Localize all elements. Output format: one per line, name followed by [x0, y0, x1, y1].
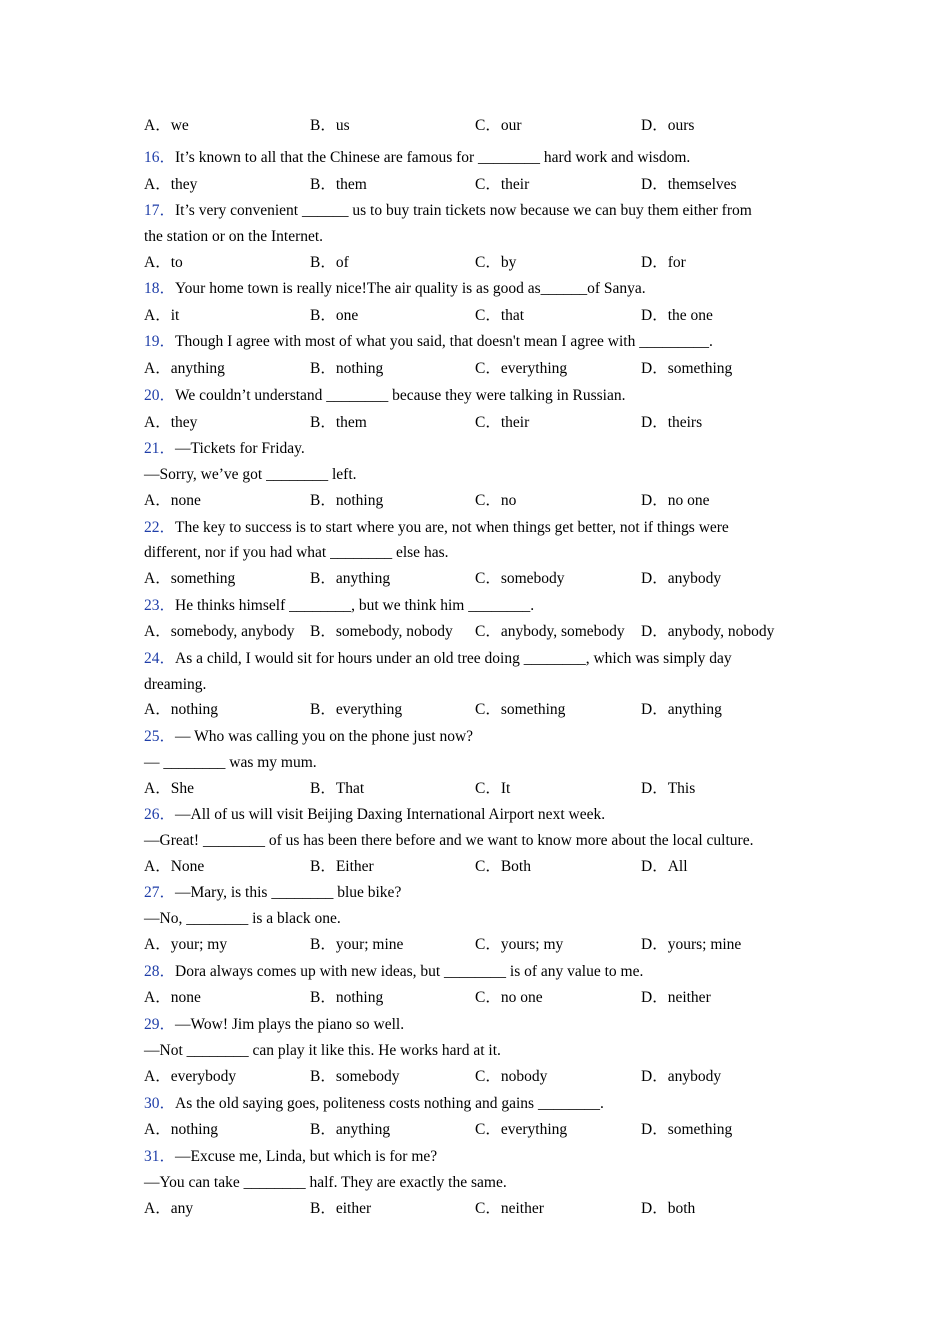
question-number: 31． — [144, 1148, 176, 1165]
option-b: B．Either — [310, 858, 374, 875]
option-d: D．something — [641, 360, 733, 377]
question-29-options — [144, 1064, 814, 1090]
option-c: C．their — [475, 414, 530, 431]
option-a: A．to — [144, 254, 183, 271]
option-c: C．by — [475, 254, 517, 271]
option-b: B．anything — [310, 1121, 391, 1138]
question-text-cont: dreaming. — [144, 676, 207, 693]
question-20-stem — [144, 383, 814, 409]
question-23-options — [144, 619, 814, 645]
question-text: It’s known to all that the Chinese are famous for ________ hard work and wisdom. — [175, 149, 691, 166]
question-29-stem — [144, 1012, 814, 1038]
question-31-options — [144, 1196, 814, 1222]
lead-options-row — [144, 113, 814, 139]
question-31-stem-cont — [144, 1170, 814, 1196]
option-a: A．everybody — [144, 1068, 237, 1085]
question-17-stem-cont — [144, 224, 814, 250]
question-22-stem-cont — [144, 540, 814, 566]
question-text: — Who was calling you on the phone just now? — [175, 728, 474, 745]
question-number: 23． — [144, 597, 176, 614]
question-number: 26． — [144, 806, 176, 823]
option-b: B．them — [310, 414, 367, 431]
option-b: B．them — [310, 176, 367, 193]
question-text: He thinks himself ________, but we think him ________. — [175, 597, 535, 614]
question-22-stem — [144, 515, 814, 541]
question-26-stem — [144, 802, 814, 828]
question-21-stem-cont — [144, 462, 814, 488]
question-18-stem — [144, 276, 814, 302]
question-text: —Excuse me, Linda, but which is for me? — [175, 1148, 438, 1165]
option-c: C．everything — [475, 1121, 568, 1138]
question-19-options — [144, 356, 814, 382]
option-c: C．that — [475, 307, 525, 324]
question-25-stem-cont — [144, 750, 814, 776]
question-text: Though I agree with most of what you said, that doesn't mean I agree with _________. — [175, 333, 713, 350]
question-number: 20． — [144, 387, 176, 404]
option-b: B．everything — [310, 701, 403, 718]
option-c: C．no one — [475, 989, 543, 1006]
option-d: D．ours — [641, 117, 695, 134]
question-28-options — [144, 985, 814, 1011]
question-number: 22． — [144, 519, 176, 536]
question-number: 28． — [144, 963, 176, 980]
option-c: C．no — [475, 492, 517, 509]
question-text-cont: —You can take ________ half. They are exactly the same. — [144, 1174, 507, 1191]
option-a: A．none — [144, 492, 201, 509]
question-text: As the old saying goes, politeness costs nothing and gains ________. — [175, 1095, 604, 1112]
option-c: C．neither — [475, 1200, 544, 1217]
option-b: B．either — [310, 1200, 372, 1217]
question-number: 29． — [144, 1016, 176, 1033]
question-17-options — [144, 250, 814, 276]
option-a: A．nothing — [144, 701, 219, 718]
option-b: B．your; mine — [310, 936, 404, 953]
question-text-cont: —Sorry, we’ve got ________ left. — [144, 466, 357, 483]
option-d: D．This — [641, 780, 696, 797]
question-number: 30． — [144, 1095, 176, 1112]
option-a: A．none — [144, 989, 201, 1006]
question-21-options — [144, 488, 814, 514]
option-b: B．somebody, nobody — [310, 623, 453, 640]
option-a: A．your; my — [144, 936, 228, 953]
question-text: —Wow! Jim plays the piano so well. — [175, 1016, 405, 1033]
question-text: It’s very convenient ______ us to buy train tickets now because we can buy them either from — [175, 202, 752, 219]
option-a: A．somebody, anybody — [144, 623, 295, 640]
option-c: C．yours; my — [475, 936, 564, 953]
option-b: B．nothing — [310, 360, 384, 377]
option-d: D．no one — [641, 492, 710, 509]
question-27-options — [144, 932, 814, 958]
question-text-cont: the station or on the Internet. — [144, 228, 324, 245]
question-27-stem-cont — [144, 906, 814, 932]
option-b: B．us — [310, 117, 350, 134]
question-21-stem — [144, 436, 814, 462]
option-d: D．neither — [641, 989, 711, 1006]
option-c: C．nobody — [475, 1068, 548, 1085]
question-26-stem-cont — [144, 828, 814, 854]
option-d: D．yours; mine — [641, 936, 742, 953]
question-number: 19． — [144, 333, 176, 350]
question-number: 18． — [144, 280, 176, 297]
option-d: D．both — [641, 1200, 696, 1217]
option-d: D．for — [641, 254, 686, 271]
question-24-options — [144, 697, 814, 723]
option-c: C．anybody, somebody — [475, 623, 625, 640]
option-d: D．themselves — [641, 176, 737, 193]
option-b: B．one — [310, 307, 359, 324]
question-text-cont: —No, ________ is a black one. — [144, 910, 341, 927]
question-27-stem — [144, 880, 814, 906]
question-30-stem — [144, 1091, 814, 1117]
option-d: D．anybody — [641, 570, 722, 587]
question-16-stem — [144, 145, 814, 171]
question-24-stem — [144, 646, 814, 672]
option-a: A．we — [144, 117, 189, 134]
question-number: 17． — [144, 202, 176, 219]
question-text-cont: —Not ________ can play it like this. He works hard at it. — [144, 1042, 501, 1059]
option-a: A．nothing — [144, 1121, 219, 1138]
option-a: A．they — [144, 414, 198, 431]
option-c: C．everything — [475, 360, 568, 377]
option-b: B．of — [310, 254, 349, 271]
question-text: Your home town is really nice!The air quality is as good as______of Sanya. — [175, 280, 646, 297]
option-b: B．nothing — [310, 989, 384, 1006]
option-b: B．nothing — [310, 492, 384, 509]
question-29-stem-cont — [144, 1038, 814, 1064]
question-text-cont: — ________ was my mum. — [144, 754, 317, 771]
option-d: D．anything — [641, 701, 722, 718]
question-number: 25． — [144, 728, 176, 745]
question-text: —Mary, is this ________ blue bike? — [175, 884, 402, 901]
question-text-cont: —Great! ________ of us has been there before and we want to know more about the local culture. — [144, 832, 754, 849]
option-a: A．they — [144, 176, 198, 193]
question-17-stem — [144, 198, 814, 224]
option-b: B．anything — [310, 570, 391, 587]
option-a: A．it — [144, 307, 180, 324]
option-d: D．All — [641, 858, 688, 875]
option-c: C．their — [475, 176, 530, 193]
question-22-options — [144, 566, 814, 592]
option-c: C．our — [475, 117, 522, 134]
option-d: D．something — [641, 1121, 733, 1138]
option-d: D．theirs — [641, 414, 703, 431]
question-19-stem — [144, 329, 814, 355]
question-26-options — [144, 854, 814, 880]
question-30-options — [144, 1117, 814, 1143]
question-28-stem — [144, 959, 814, 985]
question-number: 24． — [144, 650, 176, 667]
question-text: We couldn’t understand ________ because they were talking in Russian. — [175, 387, 626, 404]
option-a: A．None — [144, 858, 205, 875]
option-c: C．somebody — [475, 570, 565, 587]
question-31-stem — [144, 1144, 814, 1170]
question-16-options — [144, 172, 814, 198]
question-number: 16． — [144, 149, 176, 166]
option-b: B．That — [310, 780, 365, 797]
question-18-options — [144, 303, 814, 329]
question-25-options — [144, 776, 814, 802]
question-24-stem-cont — [144, 672, 814, 698]
question-text: Dora always comes up with new ideas, but ________ is of any value to me. — [175, 963, 644, 980]
option-d: D．anybody — [641, 1068, 722, 1085]
option-c: C．something — [475, 701, 566, 718]
question-25-stem — [144, 724, 814, 750]
option-a: A．something — [144, 570, 236, 587]
question-number: 27． — [144, 884, 176, 901]
option-d: D．the one — [641, 307, 713, 324]
question-text: As a child, I would sit for hours under an old tree doing ________, which was simply day — [175, 650, 732, 667]
option-c: C．It — [475, 780, 511, 797]
question-text-cont: different, nor if you had what ________ else has. — [144, 544, 449, 561]
question-23-stem — [144, 593, 814, 619]
option-a: A．She — [144, 780, 194, 797]
option-b: B．somebody — [310, 1068, 400, 1085]
question-text: —Tickets for Friday. — [175, 440, 305, 457]
question-number: 21． — [144, 440, 176, 457]
question-text: The key to success is to start where you are, not when things get better, not if things were — [175, 519, 729, 536]
option-c: C．Both — [475, 858, 531, 875]
question-20-options — [144, 410, 814, 436]
question-text: —All of us will visit Beijing Daxing International Airport next week. — [175, 806, 606, 823]
option-d: D．anybody, nobody — [641, 623, 775, 640]
option-a: A．anything — [144, 360, 225, 377]
option-a: A．any — [144, 1200, 194, 1217]
